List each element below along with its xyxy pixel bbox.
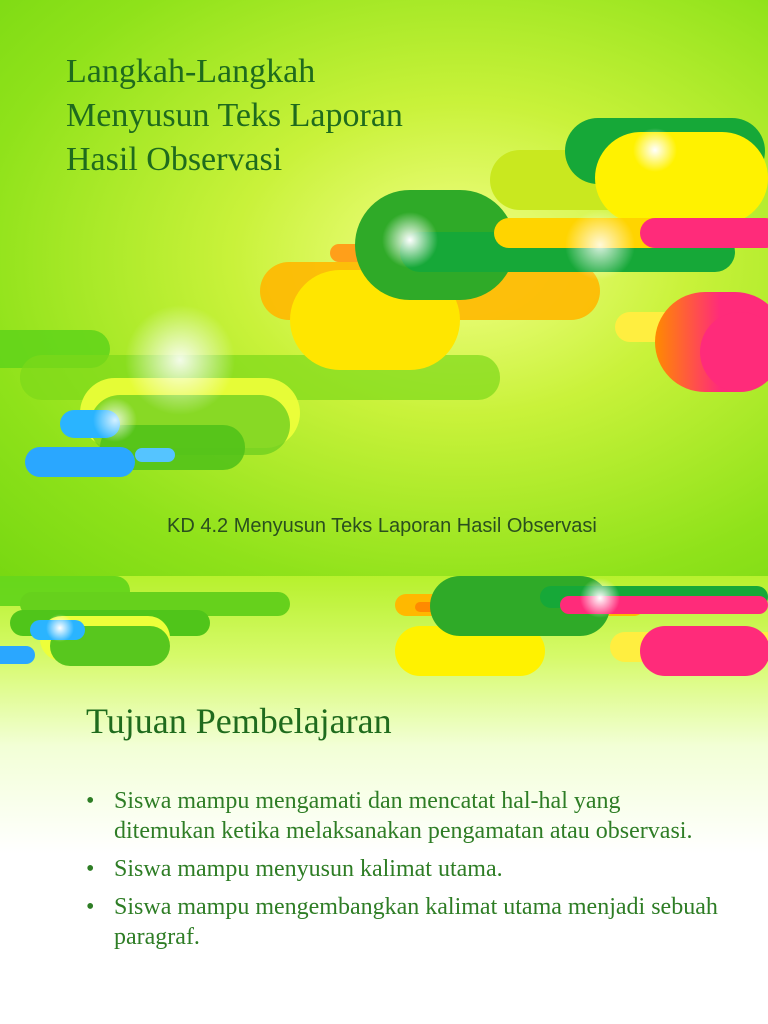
list-item [86,786,726,846]
list-item [86,854,726,884]
objectives-slide [0,576,768,1024]
section-heading: Tujuan Pembelajaran [86,701,392,741]
bullet-icon: • [86,894,95,920]
bullet-icon: • [86,788,95,814]
list-item-text: Siswa mampu mengamati dan mencatat hal-hal yang ditemukan ketika melaksanakan pengamatan atau observasi. [114,788,693,844]
objectives-list [86,786,726,960]
title-line-2: Menyusun Teks Laporan [66,97,403,134]
title-line-3: Hasil Observasi [66,141,283,178]
list-item-text: Siswa mampu mengembangkan kalimat utama menjadi sebuah paragraf. [114,894,718,950]
list-item-text: Siswa mampu menyusun kalimat utama. [114,856,503,882]
bullet-icon: • [86,856,95,882]
title-line-1: Langkah-Langkah [66,53,316,90]
slide-subtitle: KD 4.2 Menyusun Teks Laporan Hasil Observasi [167,515,597,537]
list-item [86,892,726,952]
decorative-stripes-top [0,576,768,696]
slide-title [66,50,403,182]
